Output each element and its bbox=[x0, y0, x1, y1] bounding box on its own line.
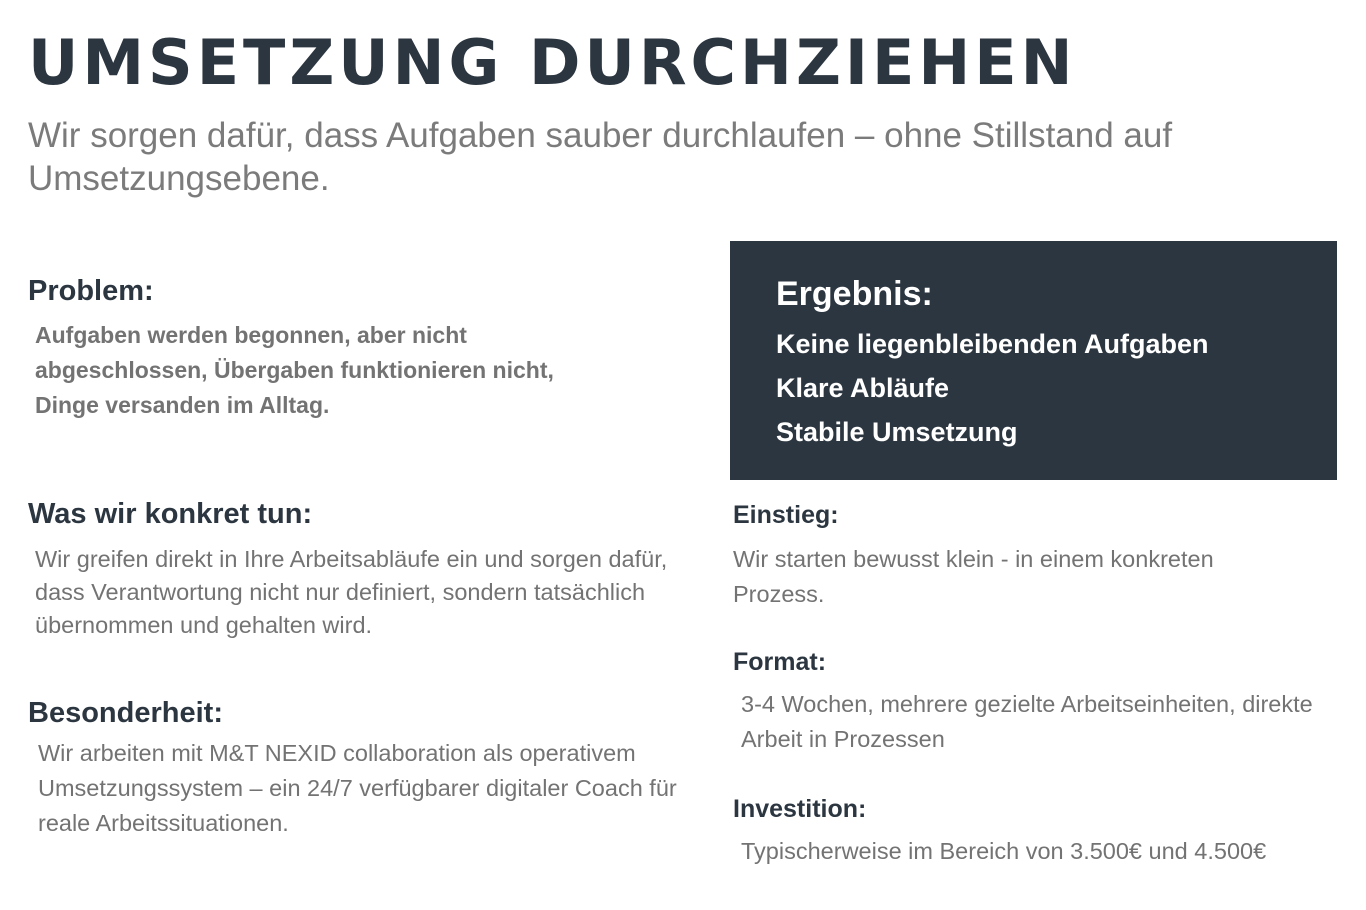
format-heading: Format: bbox=[733, 648, 827, 676]
entry-text: Wir starten bewusst klein - in einem konkreten Prozess. bbox=[733, 546, 1214, 607]
special-feature-section bbox=[28, 696, 708, 841]
investment-text: Typischerweise im Bereich von 3.500€ und 4.500€ bbox=[741, 838, 1267, 864]
problem-heading: Problem: bbox=[28, 275, 154, 307]
special-feature-heading: Besonderheit: bbox=[28, 697, 223, 729]
problem-section bbox=[28, 274, 668, 423]
page-title: UMSETZUNG DURCHZIEHEN bbox=[28, 26, 1077, 99]
investment-heading: Investition: bbox=[733, 795, 867, 823]
actions-heading: Was wir konkret tun: bbox=[28, 498, 313, 530]
entry-section bbox=[733, 500, 1353, 612]
result-heading: Ergebnis: bbox=[776, 275, 933, 313]
result-item: Keine liegenbleibenden Aufgaben bbox=[776, 329, 1209, 359]
format-text: 3-4 Wochen, mehrere gezielte Arbeitseinheiten, direkte Arbeit in Prozessen bbox=[741, 691, 1313, 752]
result-item: Klare Abläufe bbox=[776, 373, 950, 403]
page-subtitle: Wir sorgen dafür, dass Aufgaben sauber durchlaufen – ohne Stillstand auf Umsetzungsebene. bbox=[28, 116, 1173, 198]
investment-section bbox=[733, 794, 1353, 866]
special-feature-text: Wir arbeiten mit M&T NEXID collaboration als operativem Umsetzungssystem – ein 24/7 verfügbarer digitaler Coach für reale Arbeitssituationen. bbox=[38, 740, 677, 836]
result-item: Stabile Umsetzung bbox=[776, 417, 1018, 447]
result-list bbox=[776, 322, 1337, 454]
format-section bbox=[733, 647, 1353, 757]
actions-text: Wir greifen direkt in Ihre Arbeitsabläufe ein und sorgen dafür, dass Verantwortung nicht nur definiert, sondern tatsächlich übernommen und gehalten wird. bbox=[35, 546, 668, 638]
entry-heading: Einstieg: bbox=[733, 501, 839, 529]
problem-text: Aufgaben werden begonnen, aber nicht abgeschlossen, Übergaben funktionieren nicht, Dinge versanden im Alltag. bbox=[35, 322, 554, 418]
result-box bbox=[730, 241, 1337, 480]
actions-section bbox=[28, 497, 688, 642]
